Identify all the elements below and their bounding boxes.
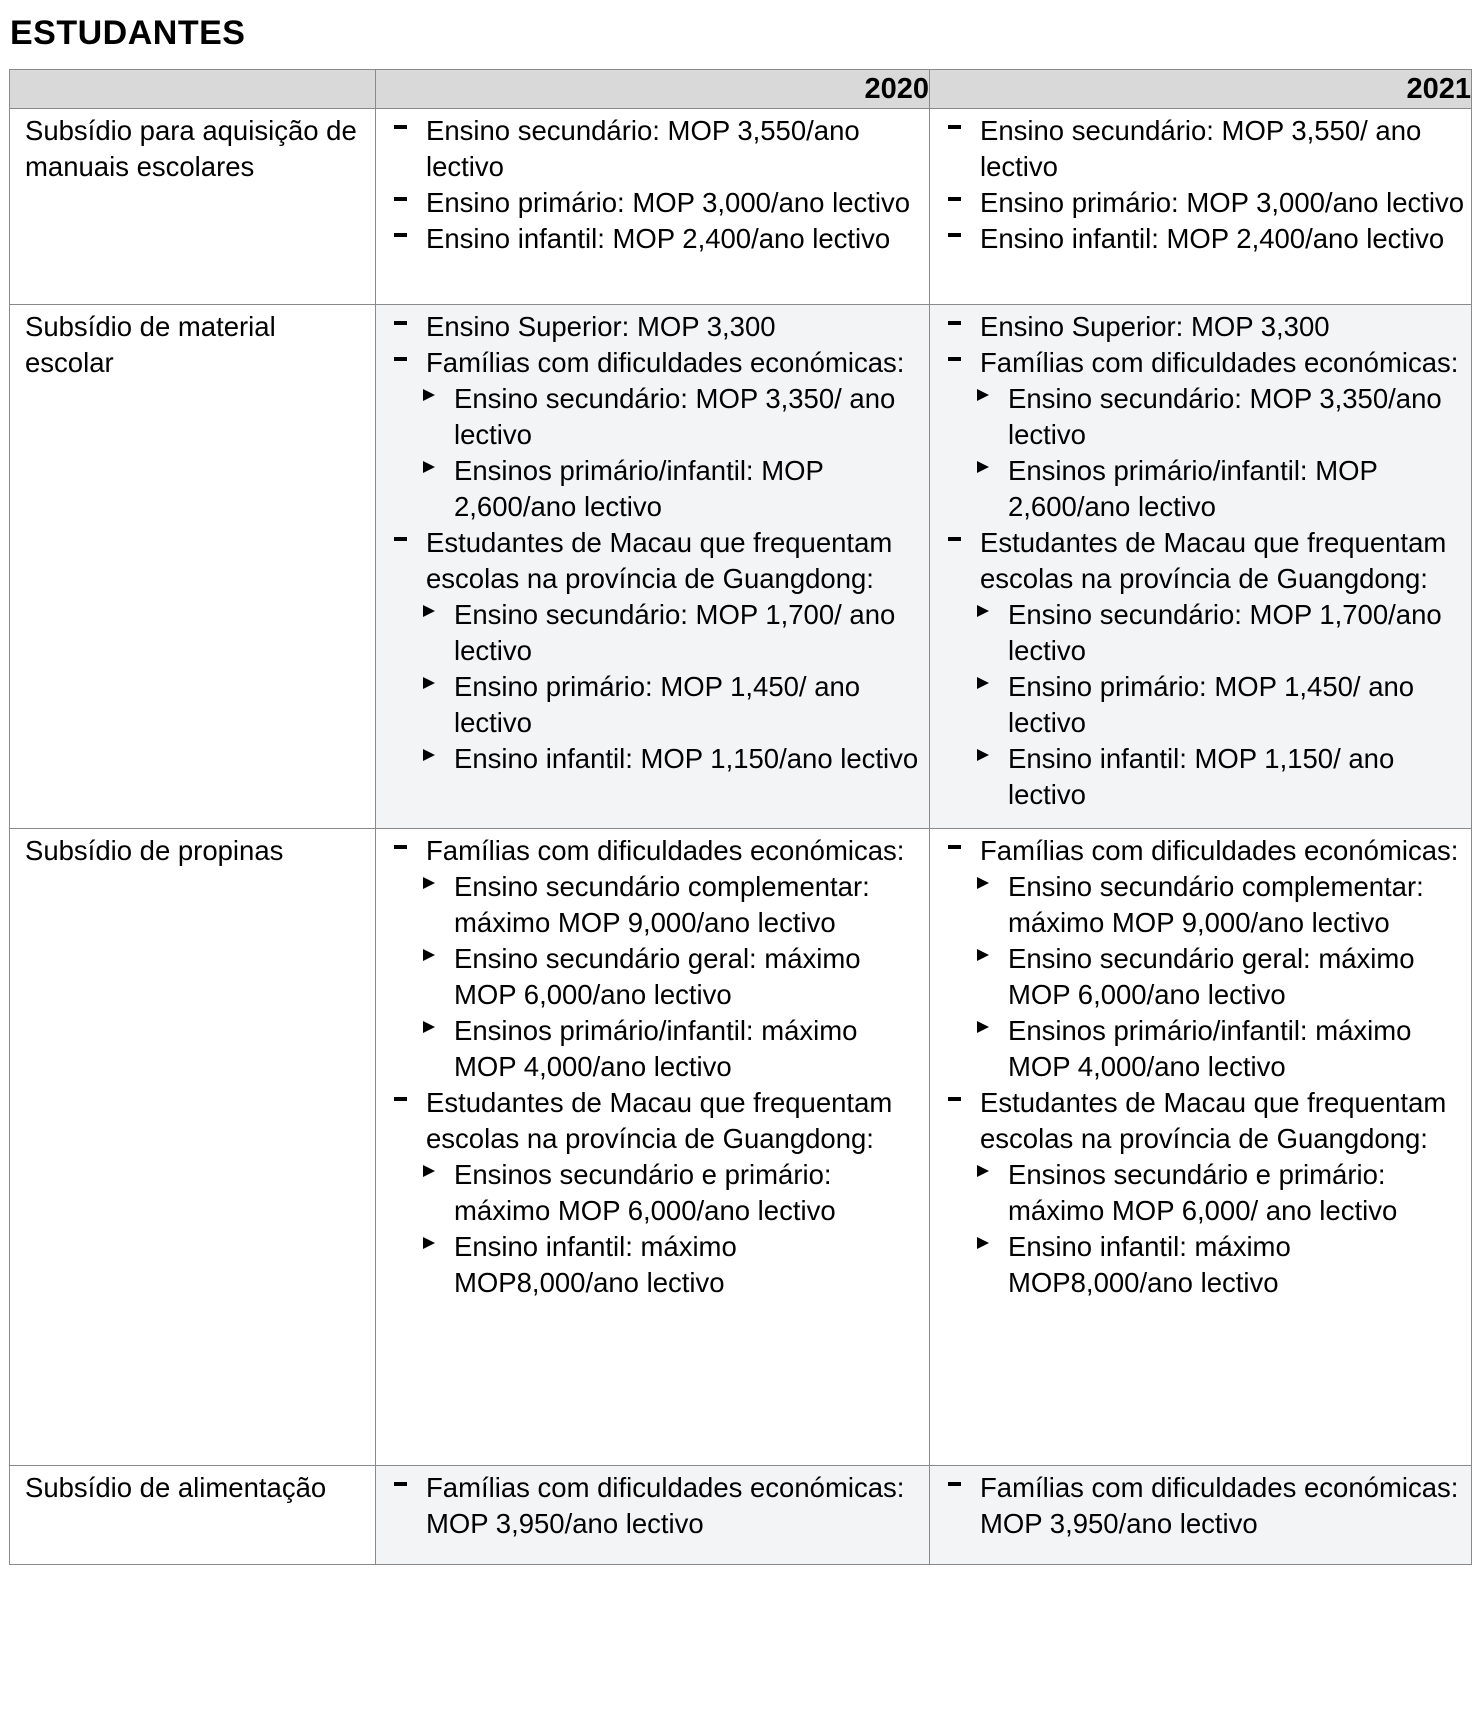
bullet-list [394, 309, 923, 777]
sub-bullet-list [394, 381, 923, 525]
sub-list-item: Ensinos secundário e primário: máximo MOP 6,000/ano lectivo [394, 1157, 923, 1229]
list-item [948, 221, 1465, 257]
sub-list-item: Ensino secundário geral: máximo MOP 6,000/ano lectivo [394, 941, 923, 1013]
list-item [394, 113, 923, 185]
bullet-list [948, 833, 1465, 1301]
page-title: ESTUDANTES [10, 14, 246, 52]
header-year-2020: 2020 [376, 70, 930, 109]
header-blank-cell [10, 70, 376, 109]
cell-year-2021 [930, 829, 1472, 1466]
cell-year-2020 [376, 1466, 930, 1565]
header-year-2021: 2021 [930, 70, 1472, 109]
list-item [394, 185, 923, 221]
cell-year-2020 [376, 109, 930, 305]
sub-bullet-list [948, 381, 1465, 525]
list-item [394, 1470, 923, 1542]
cell-year-2021 [930, 109, 1472, 305]
bullet-list [948, 309, 1465, 813]
list-item [948, 1470, 1465, 1542]
list-item-text: Famílias com dificuldades económicas: [980, 347, 1459, 378]
list-item-text: Famílias com dificuldades económicas: [426, 347, 905, 378]
list-item [948, 309, 1465, 345]
cell-year-2020 [376, 829, 930, 1466]
subsidy-label: Subsídio de material escolar [10, 305, 376, 829]
list-item-text: Famílias com dificuldades económicas: [426, 835, 905, 866]
sub-list-item: Ensino primário: MOP 1,450/ ano lectivo [948, 669, 1465, 741]
table-body [10, 109, 1472, 1565]
list-item [394, 1085, 923, 1301]
list-item [948, 1085, 1465, 1301]
list-item-text: Ensino Superior: MOP 3,300 [980, 311, 1330, 342]
list-item-text: Ensino primário: MOP 3,000/ano lectivo [980, 187, 1465, 218]
list-item-text: Estudantes de Macau que frequentam escolas na província de Guangdong: [426, 1087, 893, 1154]
list-item-text: Estudantes de Macau que frequentam escolas na província de Guangdong: [426, 527, 893, 594]
bullet-list [948, 1470, 1465, 1542]
list-item [394, 833, 923, 1085]
list-item [948, 525, 1465, 813]
sub-bullet-list [394, 597, 923, 777]
sub-bullet-list [948, 869, 1465, 1085]
list-item-text: Famílias com dificuldades económicas: MOP 3,950/ano lectivo [426, 1472, 905, 1539]
row-textbook-subsidy [10, 109, 1472, 305]
sub-list-item: Ensino infantil: máximo MOP8,000/ano lectivo [948, 1229, 1465, 1301]
list-item [948, 345, 1465, 525]
list-item-text: Ensino secundário: MOP 3,550/ano lectivo [426, 115, 860, 182]
sub-bullet-list [948, 1157, 1465, 1301]
sub-list-item: Ensinos primário/infantil: máximo MOP 4,000/ano lectivo [948, 1013, 1465, 1085]
sub-list-item: Ensino secundário complementar: máximo MOP 9,000/ano lectivo [948, 869, 1465, 941]
sub-bullet-list [948, 597, 1465, 813]
subsidy-label: Subsídio para aquisição de manuais escolares [10, 109, 376, 305]
list-item [948, 113, 1465, 185]
sub-list-item: Ensino infantil: MOP 1,150/ano lectivo [394, 741, 923, 777]
sub-list-item: Ensinos primário/infantil: MOP 2,600/ano lectivo [948, 453, 1465, 525]
sub-list-item: Ensinos secundário e primário: máximo MOP 6,000/ ano lectivo [948, 1157, 1465, 1229]
list-item-text: Ensino infantil: MOP 2,400/ano lectivo [980, 223, 1445, 254]
sub-list-item: Ensino secundário complementar: máximo MOP 9,000/ano lectivo [394, 869, 923, 941]
cell-year-2020 [376, 305, 930, 829]
list-item [948, 185, 1465, 221]
sub-list-item: Ensino secundário: MOP 1,700/ ano lectivo [394, 597, 923, 669]
row-tuition-subsidy [10, 829, 1472, 1466]
sub-list-item: Ensino secundário geral: máximo MOP 6,000/ano lectivo [948, 941, 1465, 1013]
list-item [394, 221, 923, 257]
subsidy-label: Subsídio de alimentação [10, 1466, 376, 1565]
list-item [394, 309, 923, 345]
list-item-text: Ensino secundário: MOP 3,550/ ano lectivo [980, 115, 1422, 182]
sub-bullet-list [394, 1157, 923, 1301]
sub-list-item: Ensino infantil: MOP 1,150/ ano lectivo [948, 741, 1465, 813]
sub-list-item: Ensino secundário: MOP 1,700/ano lectivo [948, 597, 1465, 669]
subsidy-table [9, 69, 1472, 1565]
list-item-text: Ensino Superior: MOP 3,300 [426, 311, 776, 342]
list-item-text: Estudantes de Macau que frequentam escolas na província de Guangdong: [980, 527, 1447, 594]
list-item [394, 525, 923, 777]
list-item-text: Famílias com dificuldades económicas: MOP 3,950/ano lectivo [980, 1472, 1459, 1539]
list-item-text: Estudantes de Macau que frequentam escolas na província de Guangdong: [980, 1087, 1447, 1154]
list-item [948, 833, 1465, 1085]
sub-list-item: Ensino infantil: máximo MOP8,000/ano lectivo [394, 1229, 923, 1301]
sub-list-item: Ensino primário: MOP 1,450/ ano lectivo [394, 669, 923, 741]
subsidy-label: Subsídio de propinas [10, 829, 376, 1466]
list-item-text: Ensino infantil: MOP 2,400/ano lectivo [426, 223, 891, 254]
header-row [10, 70, 1472, 109]
sub-list-item: Ensino secundário: MOP 3,350/ ano lectivo [394, 381, 923, 453]
list-item-text: Famílias com dificuldades económicas: [980, 835, 1459, 866]
cell-year-2021 [930, 1466, 1472, 1565]
sub-bullet-list [394, 869, 923, 1085]
list-item [394, 345, 923, 525]
bullet-list [948, 113, 1465, 257]
bullet-list [394, 113, 923, 257]
sub-list-item: Ensinos primário/infantil: máximo MOP 4,000/ano lectivo [394, 1013, 923, 1085]
row-meal-subsidy [10, 1466, 1472, 1565]
bullet-list [394, 833, 923, 1301]
sub-list-item: Ensinos primário/infantil: MOP 2,600/ano lectivo [394, 453, 923, 525]
cell-year-2021 [930, 305, 1472, 829]
sub-list-item: Ensino secundário: MOP 3,350/ano lectivo [948, 381, 1465, 453]
row-school-material-subsidy [10, 305, 1472, 829]
list-item-text: Ensino primário: MOP 3,000/ano lectivo [426, 187, 911, 218]
bullet-list [394, 1470, 923, 1542]
